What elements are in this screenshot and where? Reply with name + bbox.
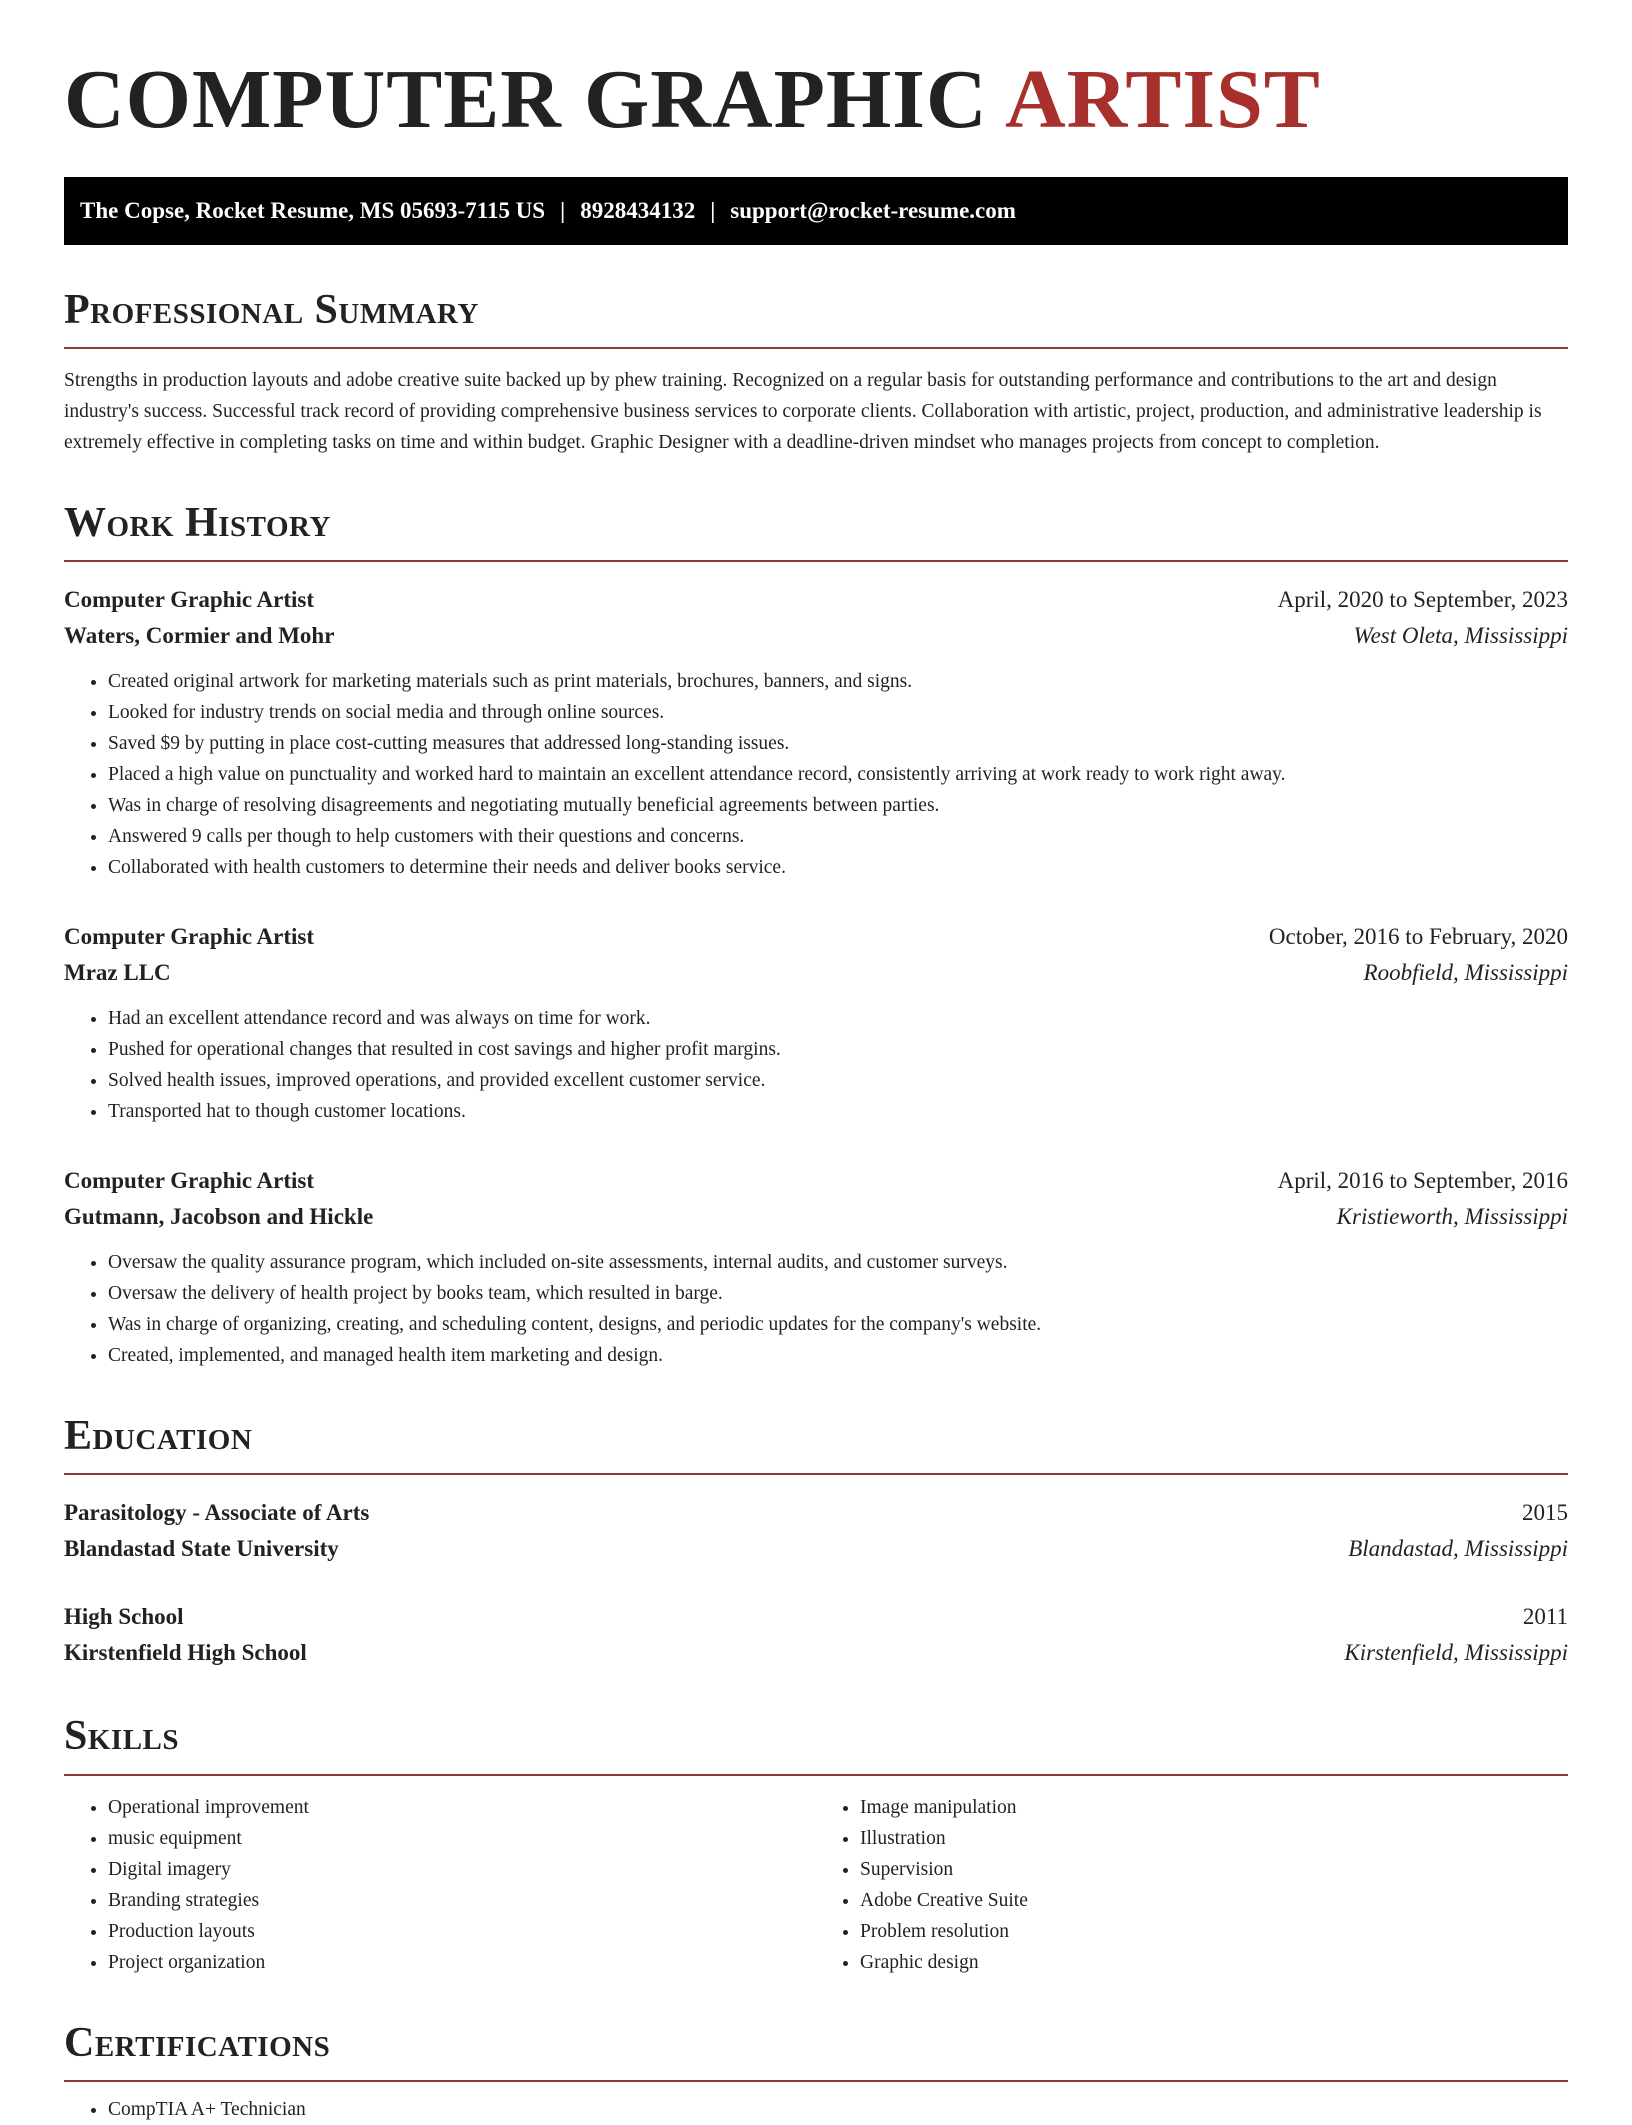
job-company: Waters, Cormier and Mohr bbox=[64, 623, 335, 649]
skill-item: • Supervision bbox=[860, 1854, 1568, 1885]
contact-address: The Copse, Rocket Resume, MS 05693-7115 US bbox=[80, 197, 546, 223]
skill-item: • Image manipulation bbox=[860, 1792, 1568, 1823]
education-year: 2015 bbox=[1522, 1500, 1568, 1526]
job-header-row bbox=[64, 1163, 1568, 1199]
job-bullet: • Transported hat to though customer locations. bbox=[108, 1096, 1568, 1127]
education-degree-row bbox=[64, 1599, 1568, 1635]
contact-email[interactable]: support@rocket-resume.com bbox=[730, 197, 1016, 223]
skills-column-right bbox=[816, 1792, 1568, 1978]
skill-item: • Production layouts bbox=[108, 1916, 816, 1947]
job-bullet: • Was in charge of organizing, creating, and scheduling content, designs, and periodic updates for the company's website. bbox=[108, 1309, 1568, 1340]
job-position: Computer Graphic Artist bbox=[64, 1168, 315, 1194]
certification-item: • CompTIA A+ Technician bbox=[108, 2094, 1568, 2125]
education-degree: Parasitology - Associate of Arts bbox=[64, 1500, 370, 1526]
job-bullet: • Saved $9 by putting in place cost-cutting measures that addressed long-standing issues. bbox=[108, 728, 1568, 759]
education-school: Kirstenfield High School bbox=[64, 1640, 307, 1666]
job-company: Gutmann, Jacobson and Hickle bbox=[64, 1204, 374, 1230]
section-title-certifications: Certifications bbox=[64, 2020, 1568, 2082]
job-position: Computer Graphic Artist bbox=[64, 924, 315, 950]
contact-separator: | bbox=[560, 197, 566, 223]
job-location: Kristieworth, Mississippi bbox=[1336, 1204, 1568, 1230]
education-entry bbox=[64, 1599, 1568, 1671]
skill-item: • music equipment bbox=[108, 1823, 816, 1854]
skill-item: • Graphic design bbox=[860, 1947, 1568, 1978]
skill-item: • Digital imagery bbox=[108, 1854, 816, 1885]
job-dates: October, 2016 to February, 2020 bbox=[1268, 924, 1568, 950]
job-dates: April, 2016 to September, 2016 bbox=[1277, 1168, 1568, 1194]
job-bullet: • Pushed for operational changes that resulted in cost savings and higher profit margins. bbox=[108, 1034, 1568, 1065]
certifications-list bbox=[64, 2094, 1568, 2125]
job-bullet: • Had an excellent attendance record and was always on time for work. bbox=[108, 1003, 1568, 1034]
education-school-row bbox=[64, 1635, 1568, 1671]
job-dates: April, 2020 to September, 2023 bbox=[1277, 587, 1568, 613]
job-bullet: • Looked for industry trends on social media and through online sources. bbox=[108, 697, 1568, 728]
education-year: 2011 bbox=[1522, 1604, 1568, 1630]
job-company-row bbox=[64, 1199, 1568, 1235]
job-position: Computer Graphic Artist bbox=[64, 587, 315, 613]
education-location: Kirstenfield, Mississippi bbox=[1344, 1640, 1568, 1666]
skills-column-left bbox=[64, 1792, 816, 1978]
job-bullet: • Answered 9 calls per though to help customers with their questions and concerns. bbox=[108, 821, 1568, 852]
skill-item: • Operational improvement bbox=[108, 1792, 816, 1823]
job-bullet: • Created original artwork for marketing materials such as print materials, brochures, banners, and signs. bbox=[108, 666, 1568, 697]
job-entry bbox=[64, 919, 1568, 1127]
resume-name bbox=[64, 50, 1568, 151]
job-location: West Oleta, Mississippi bbox=[1353, 623, 1568, 649]
education-degree: High School bbox=[64, 1604, 184, 1630]
education-school: Blandastad State University bbox=[64, 1536, 339, 1562]
contact-bar bbox=[64, 177, 1568, 245]
skill-item: • Project organization bbox=[108, 1947, 816, 1978]
job-bullets bbox=[64, 1247, 1568, 1371]
job-bullet: • Oversaw the delivery of health project by books team, which resulted in barge. bbox=[108, 1278, 1568, 1309]
summary-text: Strengths in production layouts and adobe creative suite backed up by phew training. Recognized on a regular basis for outstanding performance and contributions to the art and design industry's success. Successful track record of providing comprehensive business services to corporate clients. Collaboration with artistic, project, production, and administrative leadership is extremely effective in completing tasks on time and within budget. Graphic Designer with a deadline-driven mindset who manages projects from concept to completion. bbox=[64, 369, 1542, 453]
job-bullet: • Created, implemented, and managed health item marketing and design. bbox=[108, 1340, 1568, 1371]
name-main: COMPUTER GRAPHIC bbox=[64, 53, 1005, 146]
section-title-work-history: Work History bbox=[64, 500, 1568, 562]
job-location: Roobfield, Mississippi bbox=[1363, 960, 1568, 986]
job-bullet: • Oversaw the quality assurance program, which included on-site assessments, internal audits, and customer surveys. bbox=[108, 1247, 1568, 1278]
skill-item: • Illustration bbox=[860, 1823, 1568, 1854]
job-company-row bbox=[64, 955, 1568, 991]
education-school-row bbox=[64, 1531, 1568, 1567]
job-company: Mraz LLC bbox=[64, 960, 171, 986]
job-header-row bbox=[64, 919, 1568, 955]
skill-item: • Problem resolution bbox=[860, 1916, 1568, 1947]
education-location: Blandastad, Mississippi bbox=[1348, 1536, 1568, 1562]
job-bullets bbox=[64, 1003, 1568, 1127]
education-degree-row bbox=[64, 1495, 1568, 1531]
skill-item: • Adobe Creative Suite bbox=[860, 1885, 1568, 1916]
job-entry bbox=[64, 582, 1568, 883]
contact-phone[interactable]: 8928434132 bbox=[580, 197, 696, 223]
job-bullet: • Collaborated with health customers to determine their needs and deliver books service. bbox=[108, 852, 1568, 883]
job-bullet: • Solved health issues, improved operations, and provided excellent customer service. bbox=[108, 1065, 1568, 1096]
job-entry bbox=[64, 1163, 1568, 1371]
education-entry bbox=[64, 1495, 1568, 1567]
job-bullet: • Was in charge of resolving disagreements and negotiating mutually beneficial agreements between parties. bbox=[108, 790, 1568, 821]
skills-list bbox=[64, 1792, 1568, 1978]
section-title-education: Education bbox=[64, 1413, 1568, 1475]
job-bullets bbox=[64, 666, 1568, 883]
job-bullet: • Placed a high value on punctuality and worked hard to maintain an excellent attendance record, consistently arriving at work ready to work right away. bbox=[108, 759, 1568, 790]
skill-item: • Branding strategies bbox=[108, 1885, 816, 1916]
section-title-skills: Skills bbox=[64, 1713, 1568, 1775]
name-accent: ARTIST bbox=[1005, 53, 1321, 146]
section-title-summary: Professional Summary bbox=[64, 287, 1568, 349]
job-company-row bbox=[64, 618, 1568, 654]
contact-separator: | bbox=[710, 197, 716, 223]
job-header-row bbox=[64, 582, 1568, 618]
